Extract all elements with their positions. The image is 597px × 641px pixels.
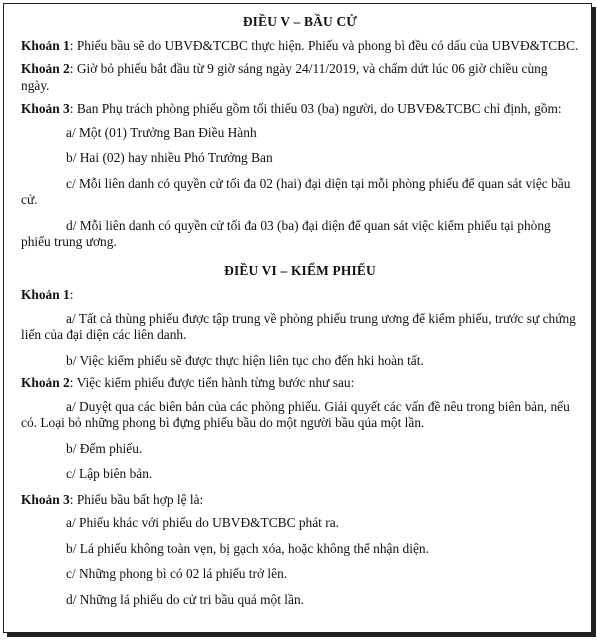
clause-text: : — [69, 287, 74, 302]
list-item: c/ Mỗi liên danh có quyền cử tối đa 02 (hai) đại diện tại mỗi phòng phiếu để quan sát việc bầu cử. — [21, 175, 571, 207]
clause-text: : Ban Phụ trách phòng phiếu gồm tối thiểu 03 (ba) người, do UBVĐ&TCBC chỉ định, gồm: — [69, 101, 562, 116]
section-title: ĐIỀU VI – KIỂM PHIẾU — [224, 262, 376, 278]
list-item: a/ Phiếu khác với phiếu do UBVĐ&TCBC phát ra. — [66, 515, 339, 530]
list-item: d/ Những lá phiếu do cử tri bầu quá một lần. — [66, 591, 305, 607]
list-item: d/ Mỗi liên danh có quyền cử tối đa 03 (ba) đại diện để quan sát việc kiểm phiếu tại phòng phiếu trung ương. — [21, 217, 551, 249]
list-item: c/ Những phong bì có 02 lá phiếu trở lên. — [66, 566, 288, 581]
clause-text: : Phiếu bầu bất hợp lệ là: — [69, 491, 204, 507]
clause-label: Khoản 1 — [21, 37, 70, 53]
clause-text: : Việc kiểm phiếu được tiến hành từng bước như sau: — [69, 375, 355, 390]
clause-label: Khoản 1 — [21, 287, 70, 302]
clause-text: : Giờ bỏ phiếu bắt đầu từ 9 giờ sáng ngày 24/11/2019, và chấm dứt lúc 06 giờ chiều cùng ngày. — [21, 61, 548, 93]
list-item: b/ Hai (02) hay nhiều Phó Trưởng Ban — [66, 150, 273, 165]
clause — [21, 101, 579, 118]
clause — [21, 38, 579, 55]
clause-label: Khoản 2 — [21, 61, 70, 76]
clause-text: : Phiếu bầu sẽ do UBVĐ&TCBC thực hiện. Phiếu và phong bì đều có dấu của UBVĐ&TCBC. — [69, 37, 579, 53]
section-title: ĐIỀU V – BẦU CỬ — [242, 14, 358, 29]
clause — [21, 492, 579, 509]
clause — [21, 61, 579, 94]
clause — [21, 287, 579, 304]
clause-label: Khoản 2 — [21, 375, 70, 390]
clause-label: Khoản 3 — [21, 101, 70, 116]
document-page — [3, 3, 592, 633]
clause — [21, 375, 579, 392]
list-item: a/ Một (01) Trưởng Ban Điều Hành — [66, 124, 257, 140]
list-item: b/ Đếm phiếu. — [66, 440, 143, 456]
list-item: a/ Duyệt qua các biên bản của các phòng phiếu. Giải quyết các vấn đề nêu trong biên bản, nếu có. Loại bỏ những phong bì đựng phiếu bầu do một người bầu qúa một lần. — [21, 398, 570, 430]
list-item: c/ Lập biên bản. — [66, 466, 153, 481]
clause-label: Khoản 3 — [21, 491, 70, 507]
list-item: b/ Lá phiếu không toàn vẹn, bị gạch xóa, hoặc không thể nhận diện. — [66, 540, 429, 556]
list-item: a/ Tất cả thùng phiếu được tập trung về phòng phiếu trung ương để kiểm phiếu, trước sự chứng liến của đại diện các liên danh. — [21, 310, 576, 342]
list-item: b/ Việc kiểm phiếu sẽ được thực hiện liên tục cho đến hki hoàn tất. — [66, 352, 424, 368]
